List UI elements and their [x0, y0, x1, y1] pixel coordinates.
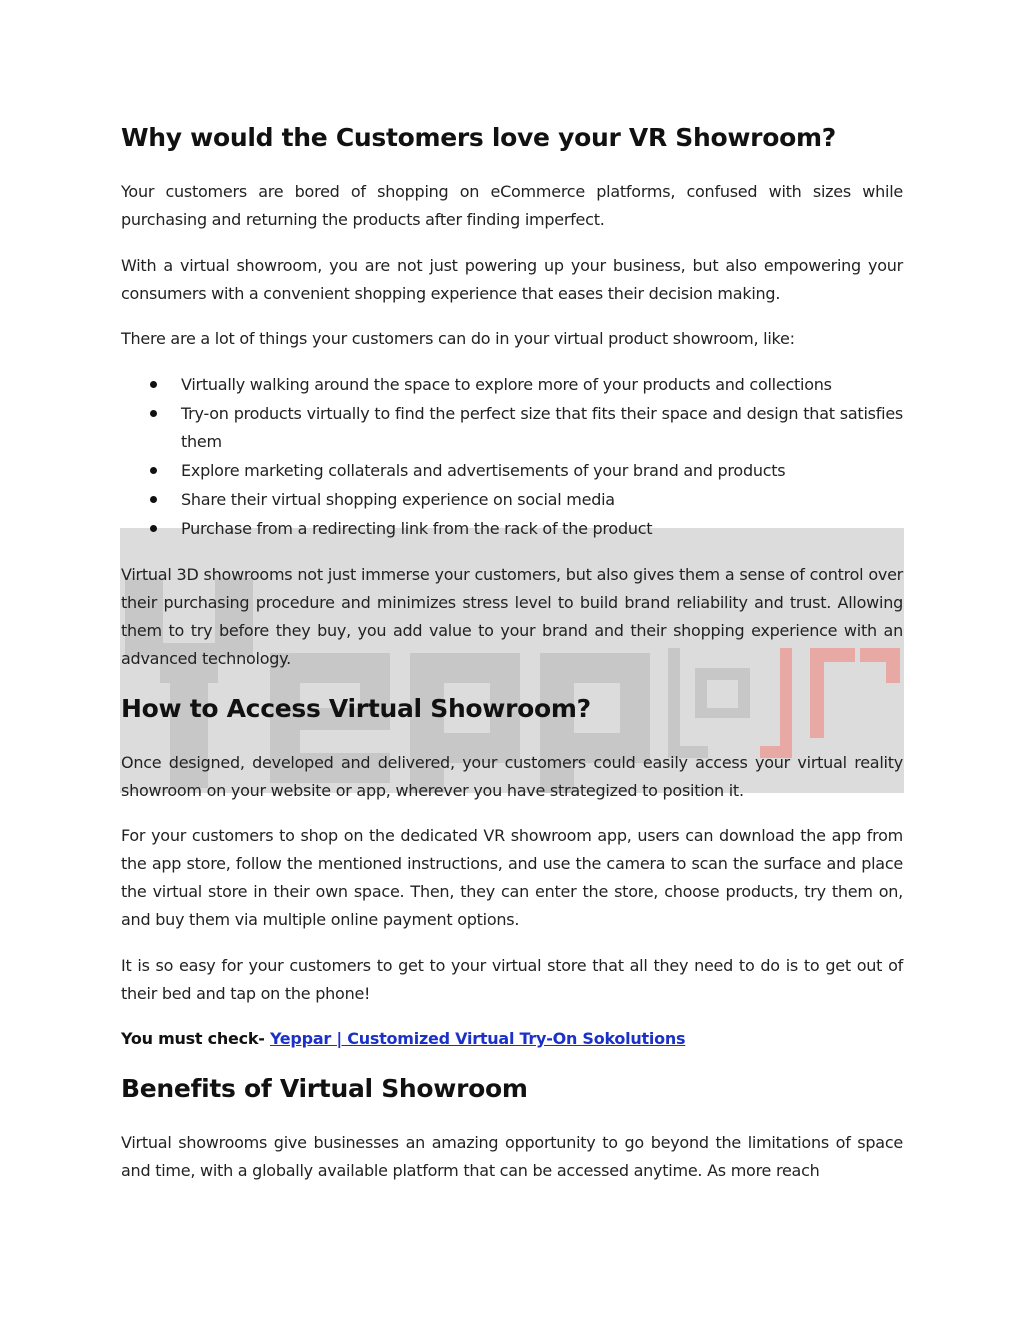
list-item: Purchase from a redirecting link from the rack of the product: [121, 515, 903, 543]
section-heading-why-customers-love: Why would the Customers love your VR Showroom?: [121, 123, 836, 152]
list-item: Virtually walking around the space to explore more of your products and collections: [121, 371, 903, 399]
bullet-icon: [150, 467, 157, 474]
section-heading-how-to-access: How to Access Virtual Showroom?: [121, 694, 591, 723]
must-check-label: You must check-: [121, 1029, 270, 1048]
paragraph-so-easy: It is so easy for your customers to get to your virtual store that all they need to do is to get out of their bed and tap on the phone!: [121, 956, 903, 1003]
section-heading-benefits: Benefits of Virtual Showroom: [121, 1074, 528, 1103]
paragraph-once-designed: Once designed, developed and delivered, your customers could easily access your virtual reality showroom on your website or app, wherever you have strategized to position it.: [121, 753, 903, 800]
must-check-line: [121, 1025, 685, 1053]
paragraph-customers-bored: Your customers are bored of shopping on eCommerce platforms, confused with sizes while purchasing and returning the products after finding imperfect.: [121, 182, 903, 229]
list-item: Share their virtual shopping experience on social media: [121, 486, 903, 514]
paragraph-shop-on-app: For your customers to shop on the dedicated VR showroom app, users can download the app from the app store, follow the mentioned instructions, and use the camera to scan the surface and place the virtual store in their own space. Then, they can enter the store, choose products, try them on, and buy them via multiple online payment options.: [121, 826, 903, 929]
bullet-icon: [150, 381, 157, 388]
yeppar-try-on-link[interactable]: Yeppar | Customized Virtual Try-On Sokolutions: [269, 1029, 686, 1048]
list-item: Explore marketing collaterals and advertisements of your brand and products: [121, 457, 903, 485]
bullet-icon: [150, 496, 157, 503]
bullet-icon: [150, 525, 157, 532]
paragraph-virtual-showroom-empowering: With a virtual showroom, you are not just powering up your business, but also empowering your consumers with a convenient shopping experience that eases their decision making.: [121, 256, 903, 303]
bullet-icon: [150, 410, 157, 417]
paragraph-things-customers-can-do: There are a lot of things your customers can do in your virtual product showroom, like:: [121, 329, 795, 348]
paragraph-benefits-intro: Virtual showrooms give businesses an amazing opportunity to go beyond the limitations of space and time, with a globally available platform that can be accessed anytime. As more reach: [121, 1133, 903, 1180]
paragraph-3d-showrooms-immerse: Virtual 3D showrooms not just immerse your customers, but also gives them a sense of control over their purchasing procedure and minimizes stress level to build brand reliability and trust. Allowing them to try before they buy, you add value to your brand and their shopping experience with an advanced technology.: [121, 565, 903, 668]
feature-bullet-list: [121, 371, 903, 544]
list-item: Try-on products virtually to find the perfect size that fits their space and design that satisfies them: [121, 400, 903, 456]
